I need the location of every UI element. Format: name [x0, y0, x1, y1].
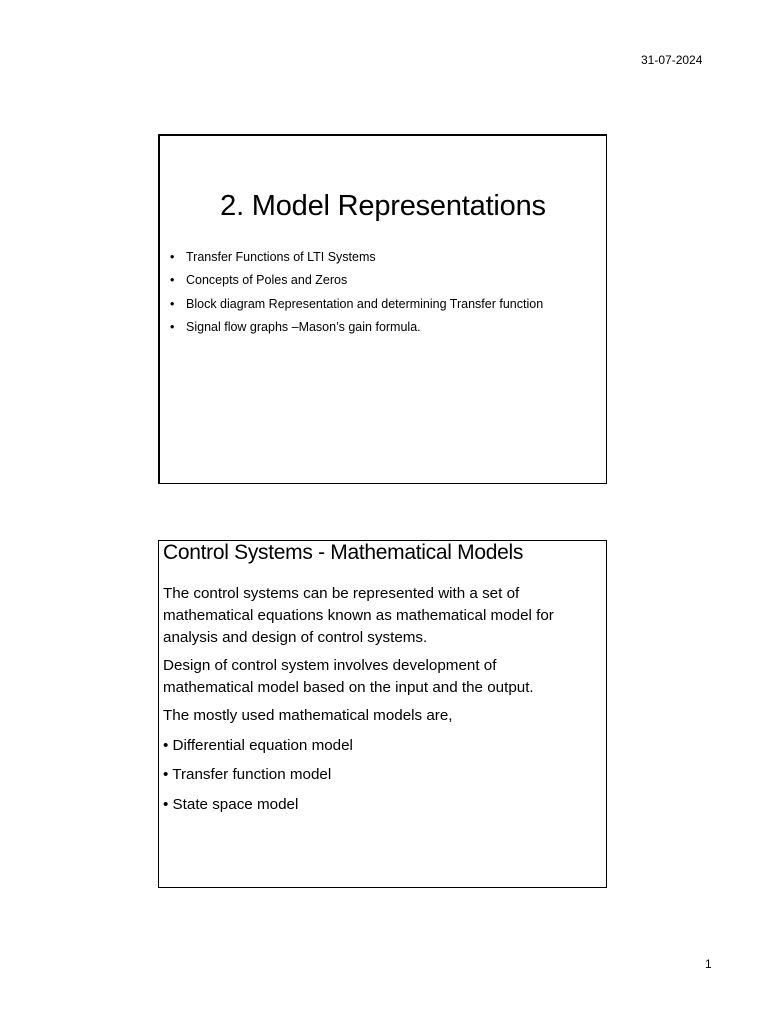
topic-list: [170, 249, 600, 342]
list-item: • State space model: [163, 795, 299, 813]
paragraph-line: Design of control system involves development of: [163, 657, 497, 674]
slide-mathematical-models: [158, 540, 607, 888]
slide-title: Control Systems - Mathematical Models: [163, 541, 524, 564]
bullet-icon: •: [170, 296, 175, 311]
list-item-text: Signal flow graphs –Mason’s gain formula.: [186, 319, 421, 334]
bullet-icon: •: [170, 319, 175, 334]
list-item: [170, 296, 600, 319]
list-item-text: Concepts of Poles and Zeros: [186, 273, 348, 288]
paragraph-line: mathematical equations known as mathematical model for: [163, 607, 554, 624]
slide-model-representations: [158, 134, 607, 484]
list-item: [170, 319, 600, 342]
slide-title: 2. Model Representations: [220, 190, 546, 222]
list-item-text: Transfer Functions of LTI Systems: [186, 250, 376, 264]
list-item: [170, 249, 600, 272]
paragraph-line: mathematical model based on the input and the output.: [163, 679, 534, 696]
paragraph: [163, 655, 602, 699]
paragraph-line: The control systems can be represented with a set of: [163, 585, 520, 602]
bullet-icon: •: [170, 250, 175, 264]
paragraph: [163, 705, 602, 727]
page-number: 1: [705, 957, 712, 971]
page-date: 31-07-2024: [641, 53, 703, 67]
paragraph-line: analysis and design of control systems.: [163, 629, 428, 646]
list-item: • Differential equation model: [163, 736, 353, 754]
list-item: • Transfer function model: [163, 766, 332, 783]
intro-line: The mostly used mathematical models are,: [163, 707, 453, 724]
list-item: [170, 272, 600, 295]
paragraph: [163, 583, 602, 649]
list-item-text: Block diagram Representation and determining Transfer function: [186, 296, 544, 311]
bullet-icon: •: [170, 273, 175, 288]
slide-body: [163, 583, 602, 823]
